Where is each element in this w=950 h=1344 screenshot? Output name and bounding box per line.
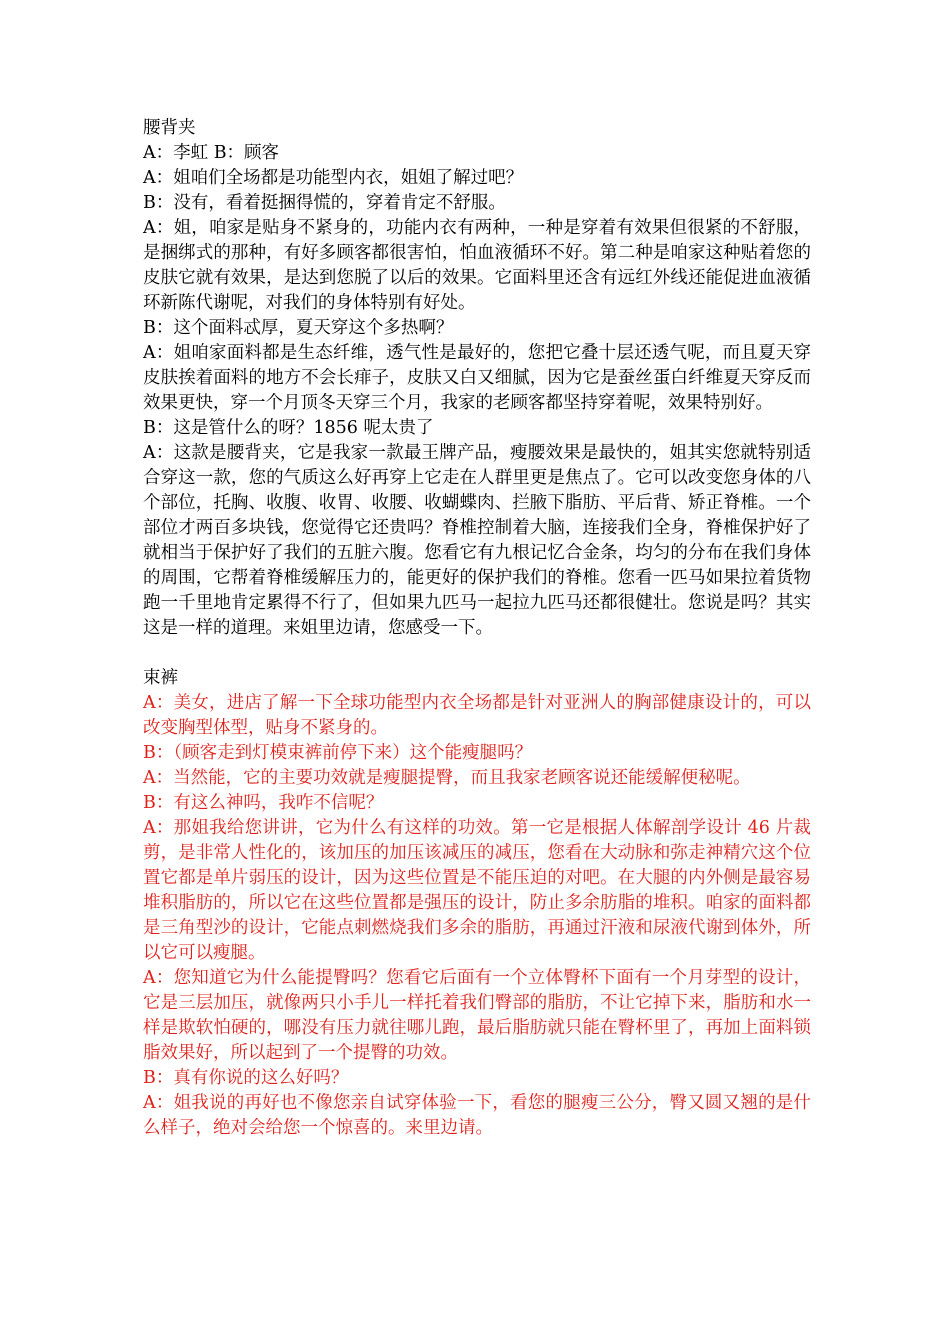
dialogue-line: B：这个面料忒厚，夏天穿这个多热啊？ xyxy=(143,318,454,338)
dialogue-line: A：美女，进店了解一下全球功能型内衣全场都是针对亚洲人的胸部健康设计的，可以改变胸型体型，贴身不紧身的。 xyxy=(143,693,811,738)
dialogue-line: B：真有你说的这么好吗？ xyxy=(143,1068,349,1088)
section-title: 腰背夹 xyxy=(143,118,196,138)
dialogue-line: A：当然能，它的主要功效就是瘦腿提臀，而且我家老顾客说还能缓解便秘呢。 xyxy=(143,768,751,788)
dialogue-line: A：姐，咱家是贴身不紧身的，功能内衣有两种，一种是穿着有效果但很紧的不舒服，是捆绑式的那种，有好多顾客都很害怕，怕血液循环不好。第二种是咱家这种贴着您的皮肤它就有效果，是达到您脱了以后的效果。它面料里还含有远红外线还能促进血液循环新陈代谢呢，对我们的身体特别有好处。 xyxy=(143,218,811,313)
dialogue-line: A：姐咱家面料都是生态纤维，透气性是最好的，您把它叠十层还透气呢，而且夏天穿皮肤挨着面料的地方不会长痱子，皮肤又白又细腻，因为它是蚕丝蛋白纤维夏天穿反而效果更快，穿一个月顶冬天穿三个月，我家的老顾客都坚持穿着呢，效果特别好。 xyxy=(143,343,811,413)
dialogue-line: A：您知道它为什么能提臀吗？您看它后面有一个立体臀杯下面有一个月芽型的设计，它是三层加压，就像两只小手儿一样托着我们臀部的脂肪，不让它掉下来，脂肪和水一样是欺软怕硬的，哪没有压力就往哪儿跑，最后脂肪就只能在臀杯里了，再加上面料锁脂效果好，所以起到了一个提臀的功效。 xyxy=(143,968,811,1063)
dialogue-line: A：姐我说的再好也不像您亲自试穿体验一下，看您的腿瘦三公分，臀又圆又翘的是什么样子，绝对会给您一个惊喜的。来里边请。 xyxy=(143,1093,811,1138)
dialogue-line: B：（顾客走到灯模束裤前停下来）这个能瘦腿吗？ xyxy=(143,743,533,763)
section-title: 束裤 xyxy=(143,668,178,688)
section-shaping-pants xyxy=(143,666,811,1141)
section-waist-back-clip xyxy=(143,116,811,641)
dialogue-line: A：这款是腰背夹，它是我家一款最王牌产品，瘦腰效果是最快的，姐其实您就特别适合穿这一款，您的气质这么好再穿上它走在人群里更是焦点了。它可以改变您身体的八个部位，托胸、收腹、收胃、收腰、收蝴蝶肉、拦腋下脂肪、平后背、矫正脊椎。一个部位才两百多块钱，您觉得它还贵吗？脊椎控制着大脑，连接我们全身，脊椎保护好了就相当于保护好了我们的五脏六腹。您看它有九根记忆合金条，均匀的分布在我们身体的周围，它帮着脊椎缓解压力的，能更好的保护我们的脊椎。您看一匹马如果拉着货物跑一千里地肯定累得不行了，但如果九匹马一起拉九匹马还都很健壮。您说是吗？其实这是一样的道理。来姐里边请，您感受一下。 xyxy=(143,443,811,638)
dialogue-line: A：姐咱们全场都是功能型内衣，姐姐了解过吧？ xyxy=(143,168,524,188)
dialogue-line: B：没有，看着挺捆得慌的，穿着肯定不舒服。 xyxy=(143,193,506,213)
dialogue-line: A：那姐我给您讲讲，它为什么有这样的功效。第一它是根据人体解剖学设计 46 片裁剪，是非常人性化的，该加压的加压该减压的减压，您看在大动脉和弥走神精穴这个位置它都是单片弱压的设计，因为这些位置是不能压迫的对吧。在大腿的内外侧是最容易堆积脂肪的，所以它在这些位置都是强压的设计，防止多余肪脂的堆积。咱家的面料都是三角型沙的设计，它能点刺燃烧我们多余的脂肪，再通过汗液和尿液代谢到体外，所以它可以瘦腿。 xyxy=(143,818,811,963)
dialogue-line: A：李虹 B：顾客 xyxy=(143,143,280,163)
dialogue-line: B：有这么神吗，我咋不信呢？ xyxy=(143,793,384,813)
dialogue-line: B：这是管什么的呀？1856 呢太贵了 xyxy=(143,418,434,438)
document-page xyxy=(143,116,811,1141)
